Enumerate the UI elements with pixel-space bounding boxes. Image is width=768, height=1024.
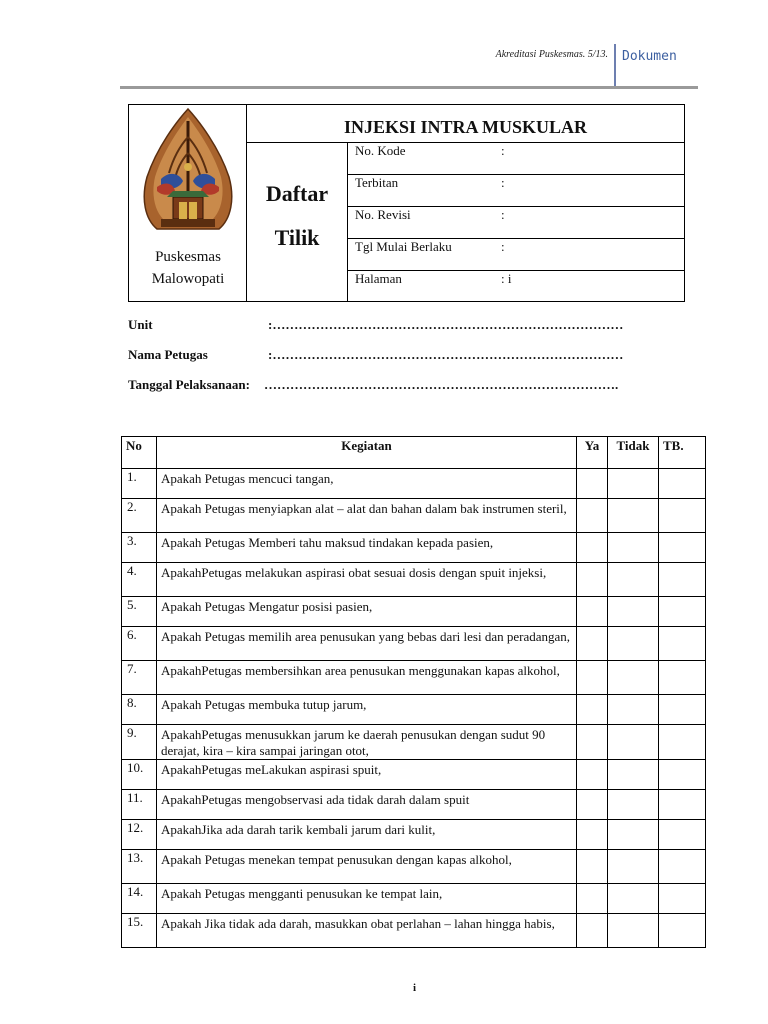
row-number: 13. [122,850,157,884]
table-row [122,469,706,499]
header-rule [120,86,698,89]
row-number: 6. [122,627,157,661]
row-tidak-checkbox[interactable] [608,661,659,695]
meta-value: : [501,175,505,190]
row-ya-checkbox[interactable] [577,760,608,790]
row-number: 7. [122,661,157,695]
row-number: 8. [122,695,157,725]
row-tb-checkbox[interactable] [659,914,706,948]
logo-cell [129,105,247,301]
row-tidak-checkbox[interactable] [608,499,659,533]
row-ya-checkbox[interactable] [577,850,608,884]
row-tidak-checkbox[interactable] [608,725,659,760]
table-row [122,820,706,850]
row-ya-checkbox[interactable] [577,820,608,850]
row-tb-checkbox[interactable] [659,725,706,760]
row-activity: Apakah Petugas membuka tutup jarum, [157,695,577,725]
table-row [122,884,706,914]
table-row [122,597,706,627]
row-tb-checkbox[interactable] [659,790,706,820]
row-tb-checkbox[interactable] [659,695,706,725]
petugas-label: Nama Petugas [128,347,208,362]
tanggal-value: ………………………………………………………………………. [264,377,619,392]
daftar-tilik-cell [247,143,348,301]
meta-value: : [501,239,505,254]
unit-value: :……………………………………………………………………… [268,317,624,332]
document-title-box [128,104,685,302]
row-number: 5. [122,597,157,627]
meta-row-tgl-berlaku [348,239,684,271]
row-number: 9. [122,725,157,760]
row-ya-checkbox[interactable] [577,469,608,499]
table-row [122,533,706,563]
row-ya-checkbox[interactable] [577,884,608,914]
meta-key: No. Revisi [355,207,411,222]
header-divider [614,44,616,87]
row-activity: ApakahJika ada darah tarik kembali jarum dari kulit, [157,820,577,850]
header-kegiatan: Kegiatan [157,437,577,469]
row-activity: Apakah Petugas menekan tempat penusukan dengan kapas alkohol, [157,850,577,884]
row-number: 3. [122,533,157,563]
row-tb-checkbox[interactable] [659,499,706,533]
unit-label: Unit [128,317,153,332]
row-number: 11. [122,790,157,820]
row-number: 12. [122,820,157,850]
meta-row-revisi [348,207,684,239]
row-tb-checkbox[interactable] [659,760,706,790]
table-row [122,914,706,948]
row-activity: Apakah Jika tidak ada darah, masukkan obat perlahan – lahan hingga habis, [157,914,577,948]
table-row [122,790,706,820]
meta-key: Halaman [355,271,402,286]
page-number: i [413,982,417,994]
table-row [122,563,706,597]
row-ya-checkbox[interactable] [577,695,608,725]
row-tidak-checkbox[interactable] [608,850,659,884]
table-row [122,499,706,533]
meta-value: : i [501,271,512,286]
table-row [122,725,706,760]
row-ya-checkbox[interactable] [577,790,608,820]
row-tidak-checkbox[interactable] [608,563,659,597]
row-ya-checkbox[interactable] [577,597,608,627]
row-number: 10. [122,760,157,790]
petugas-value: :……………………………………………………………………… [268,347,624,362]
row-number: 14. [122,884,157,914]
checklist-table [121,436,706,948]
document-title: INJEKSI INTRA MUSKULAR [247,105,684,143]
row-ya-checkbox[interactable] [577,499,608,533]
table-row [122,850,706,884]
daftar-label: Daftar [265,181,329,206]
row-tidak-checkbox[interactable] [608,914,659,948]
table-row [122,627,706,661]
meta-value: : [501,143,505,158]
row-tb-checkbox[interactable] [659,820,706,850]
row-tb-checkbox[interactable] [659,850,706,884]
row-tb-checkbox[interactable] [659,533,706,563]
org-name-line1: Puskesmas [155,249,221,265]
row-tidak-checkbox[interactable] [608,695,659,725]
meta-value: : [501,207,505,222]
row-number: 4. [122,563,157,597]
row-activity: ApakahPetugas menusukkan jarum ke daerah penusukan dengan sudut 90 derajat, kira – kira sampai jaringan otot, [157,725,577,760]
meta-key: No. Kode [355,143,406,158]
row-tb-checkbox[interactable] [659,563,706,597]
row-activity: ApakahPetugas mengobservasi ada tidak darah dalam spuit [157,790,577,820]
gunungan-logo-icon [139,107,237,239]
org-name-line2: Malowopati [151,271,225,287]
row-ya-checkbox[interactable] [577,533,608,563]
row-ya-checkbox[interactable] [577,627,608,661]
row-activity: ApakahPetugas melakukan aspirasi obat sesuai dosis dengan spuit injeksi, [157,563,577,597]
meta-row-terbitan [348,175,684,207]
meta-row-halaman [348,271,684,303]
row-tidak-checkbox[interactable] [608,790,659,820]
row-ya-checkbox[interactable] [577,914,608,948]
meta-row-kode [348,143,684,175]
meta-key: Tgl Mulai Berlaku [355,239,452,254]
row-activity: ApakahPetugas meLakukan aspirasi spuit, [157,760,577,790]
row-tb-checkbox[interactable] [659,627,706,661]
row-activity: ApakahPetugas membersihkan area penusukan menggunakan kapas alkohol, [157,661,577,695]
row-number: 2. [122,499,157,533]
header-no: No [122,437,157,469]
row-tidak-checkbox[interactable] [608,469,659,499]
header-tb: TB. [659,437,706,469]
row-tb-checkbox[interactable] [659,661,706,695]
row-activity: Apakah Petugas mencuci tangan, [157,469,577,499]
header-ya: Ya [577,437,608,469]
document-label: Dokumen [622,49,677,64]
row-tidak-checkbox[interactable] [608,533,659,563]
accreditation-label: Akreditasi Puskesmas. 5/13. [495,49,608,60]
row-activity: Apakah Petugas menyiapkan alat – alat dan bahan dalam bak instrumen steril, [157,499,577,533]
table-row [122,760,706,790]
row-number: 15. [122,914,157,948]
row-activity: Apakah Petugas mengganti penusukan ke tempat lain, [157,884,577,914]
row-tidak-checkbox[interactable] [608,884,659,914]
row-tidak-checkbox[interactable] [608,820,659,850]
row-ya-checkbox[interactable] [577,725,608,760]
table-row [122,661,706,695]
row-tb-checkbox[interactable] [659,469,706,499]
header-tidak: Tidak [608,437,659,469]
petugas-field [128,347,624,363]
row-activity: Apakah Petugas Mengatur posisi pasien, [157,597,577,627]
table-header-row [122,437,706,469]
row-tidak-checkbox[interactable] [608,597,659,627]
row-number: 1. [122,469,157,499]
meta-key: Terbitan [355,175,399,190]
row-activity: Apakah Petugas Memberi tahu maksud tindakan kepada pasien, [157,533,577,563]
row-tb-checkbox[interactable] [659,884,706,914]
row-ya-checkbox[interactable] [577,661,608,695]
row-tidak-checkbox[interactable] [608,760,659,790]
table-row [122,695,706,725]
tilik-label: Tilik [274,225,320,250]
row-tb-checkbox[interactable] [659,597,706,627]
row-tidak-checkbox[interactable] [608,627,659,661]
tanggal-field [128,377,619,393]
tanggal-label: Tanggal Pelaksanaan: [128,377,250,392]
unit-field [128,317,624,333]
row-activity: Apakah Petugas memilih area penusukan yang bebas dari lesi dan peradangan, [157,627,577,661]
row-ya-checkbox[interactable] [577,563,608,597]
